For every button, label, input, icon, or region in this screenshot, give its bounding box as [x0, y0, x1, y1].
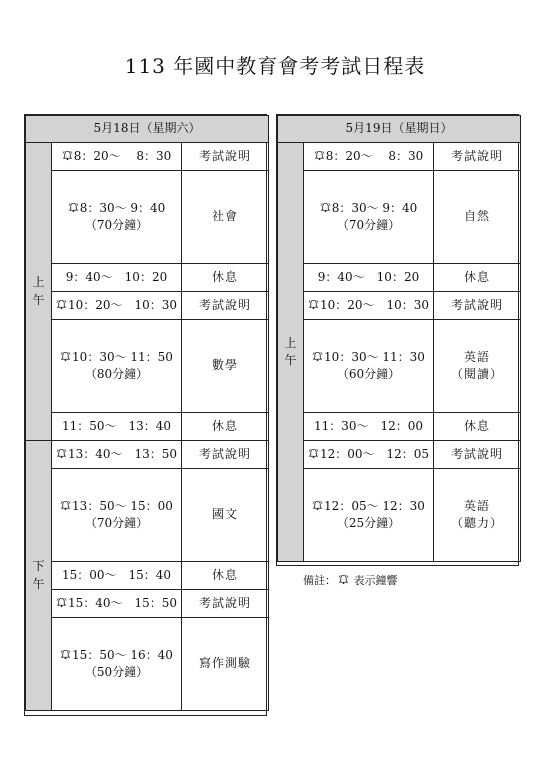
day1-table: [25, 115, 269, 711]
time-cell: [52, 143, 182, 171]
duration-label: （25分鐘）: [336, 516, 401, 530]
schedule-row: [278, 171, 521, 264]
time-range: 10：20～ 10：30: [67, 297, 178, 312]
schedule-row: [278, 413, 521, 441]
subject-part: （閱讀）: [450, 367, 503, 381]
time-cell: [52, 441, 182, 469]
subject-name: 寫作測驗: [198, 656, 251, 671]
day2-date-header: 5月19日（星期日）: [278, 116, 521, 143]
time-cell: [304, 264, 434, 292]
time-range: 10：30～ 11：50: [72, 349, 173, 364]
time-cell: [52, 469, 182, 562]
duration-label: （70分鐘）: [84, 516, 149, 530]
bell-icon: [308, 298, 319, 309]
duration-label: （50分鐘）: [84, 665, 149, 679]
subject-name: 英語: [463, 349, 490, 364]
schedule-row: [278, 264, 521, 292]
schedule-row: [278, 320, 521, 413]
time-range: 13：40～ 13：50: [67, 446, 178, 461]
subject-cell: [182, 441, 269, 469]
time-cell: [304, 171, 434, 264]
time-cell: [304, 413, 434, 441]
time-range: 13：50～ 15：00: [72, 498, 173, 513]
time-cell: [304, 320, 434, 413]
time-cell: [52, 590, 182, 618]
schedule-row: [278, 469, 521, 562]
period-label-char: 午: [32, 292, 45, 307]
period-morning: [26, 143, 52, 441]
time-range: 10：20～ 10：30: [319, 297, 430, 312]
bell-icon: [60, 499, 71, 510]
bell-legend-note: [303, 572, 398, 588]
time-cell: [304, 469, 434, 562]
subject-name: 社會: [211, 209, 238, 224]
schedule-row: [278, 143, 521, 171]
subject-name: 自然: [463, 209, 490, 224]
bell-icon: [312, 499, 323, 510]
time-range: 11：50～ 13：40: [61, 418, 172, 433]
subject-cell: [182, 590, 269, 618]
note-prefix: 備註：: [303, 574, 336, 587]
time-cell: [304, 292, 434, 320]
time-range: 12：05～ 12：30: [324, 498, 425, 513]
bell-icon: [56, 447, 67, 458]
time-cell: [52, 171, 182, 264]
subject-name: 考試說明: [198, 446, 251, 461]
day1-date-header: 5月18日（星期六）: [26, 116, 269, 143]
subject-cell: [182, 143, 269, 171]
time-range: 9：40～ 10：20: [65, 269, 168, 284]
time-cell: [304, 441, 434, 469]
time-range: 8：30～ 9：40: [79, 200, 166, 215]
subject-name: 休息: [463, 269, 490, 284]
page-title: 113 年國中教育會考考試日程表: [124, 54, 426, 78]
time-cell: [52, 413, 182, 441]
subject-cell: [182, 292, 269, 320]
subject-name: 國文: [211, 507, 238, 522]
subject-cell: [182, 413, 269, 441]
bell-icon: [60, 350, 71, 361]
subject-cell: [182, 469, 269, 562]
time-range: 10：30～ 11：30: [324, 349, 425, 364]
schedule-row: [26, 143, 269, 171]
bell-icon: [56, 298, 67, 309]
bell-icon: [312, 350, 323, 361]
subject-name: 考試說明: [198, 595, 251, 610]
time-range: 12：00～ 12：05: [319, 446, 430, 461]
bell-icon: [56, 596, 67, 607]
schedule-row: [278, 441, 521, 469]
subject-name: 數學: [211, 358, 238, 373]
subject-name: 休息: [463, 418, 490, 433]
schedule-row: [26, 171, 269, 264]
period-label-char: 上: [32, 275, 45, 290]
subject-cell: [434, 264, 521, 292]
time-range: 15：00～ 15：40: [61, 567, 172, 582]
subject-name: 休息: [211, 418, 238, 433]
subject-cell: [182, 264, 269, 292]
time-range: 8：20～ 8：30: [325, 148, 424, 163]
subject-cell: [434, 469, 521, 562]
schedule-row: [26, 469, 269, 562]
subject-part: （聽力）: [450, 516, 503, 530]
schedule-row: [26, 441, 269, 469]
schedule-row: [26, 320, 269, 413]
period-label-char: 午: [32, 576, 45, 591]
time-range: 15：50～ 16：40: [72, 647, 173, 662]
bell-icon: [68, 201, 79, 212]
subject-cell: [182, 320, 269, 413]
time-range: 15：40～ 15：50: [67, 595, 178, 610]
time-cell: [52, 618, 182, 711]
duration-label: （70分鐘）: [84, 218, 149, 232]
subject-cell: [182, 171, 269, 264]
period-afternoon: [26, 441, 52, 711]
duration-label: （60分鐘）: [336, 367, 401, 381]
time-range: 11：30～ 12：00: [313, 418, 424, 433]
time-range: 8：30～ 9：40: [331, 200, 418, 215]
subject-name: 休息: [211, 567, 238, 582]
subject-cell: [434, 441, 521, 469]
subject-cell: [434, 292, 521, 320]
time-cell: [52, 292, 182, 320]
time-cell: [304, 143, 434, 171]
subject-name: 考試說明: [450, 297, 503, 312]
schedule-row: [278, 292, 521, 320]
day2-table: [277, 115, 521, 562]
period-label-char: 上: [284, 335, 297, 350]
note-suffix: 表示鐘響: [350, 574, 398, 587]
schedule-row: [26, 264, 269, 292]
subject-cell: [182, 618, 269, 711]
bell-icon: [60, 648, 71, 659]
period-morning: [278, 143, 304, 562]
bell-icon: [308, 447, 319, 458]
subject-cell: [434, 413, 521, 441]
subject-cell: [434, 171, 521, 264]
time-range: 9：40～ 10：20: [317, 269, 420, 284]
bell-icon: [314, 149, 325, 160]
time-cell: [52, 264, 182, 292]
schedule-row: [26, 292, 269, 320]
schedule-row: [26, 590, 269, 618]
bell-icon: [320, 201, 331, 212]
subject-name: 休息: [211, 269, 238, 284]
day1-schedule-table: [24, 114, 267, 716]
time-range: 8：20～ 8：30: [73, 148, 172, 163]
schedule-row: [26, 562, 269, 590]
period-label-char: 下: [32, 559, 45, 574]
day2-schedule-table: [276, 114, 519, 566]
subject-cell: [434, 143, 521, 171]
duration-label: （70分鐘）: [336, 218, 401, 232]
bell-icon: [336, 574, 350, 587]
schedule-row: [26, 618, 269, 711]
duration-label: （80分鐘）: [84, 367, 149, 381]
subject-name: 考試說明: [450, 148, 503, 163]
subject-cell: [182, 562, 269, 590]
subject-name: 考試說明: [450, 446, 503, 461]
subject-name: 英語: [463, 498, 490, 513]
subject-name: 考試說明: [198, 297, 251, 312]
subject-cell: [434, 320, 521, 413]
time-cell: [52, 320, 182, 413]
subject-name: 考試說明: [198, 148, 251, 163]
period-label-char: 午: [284, 353, 297, 367]
schedule-row: [26, 413, 269, 441]
time-cell: [52, 562, 182, 590]
bell-icon: [62, 149, 73, 160]
